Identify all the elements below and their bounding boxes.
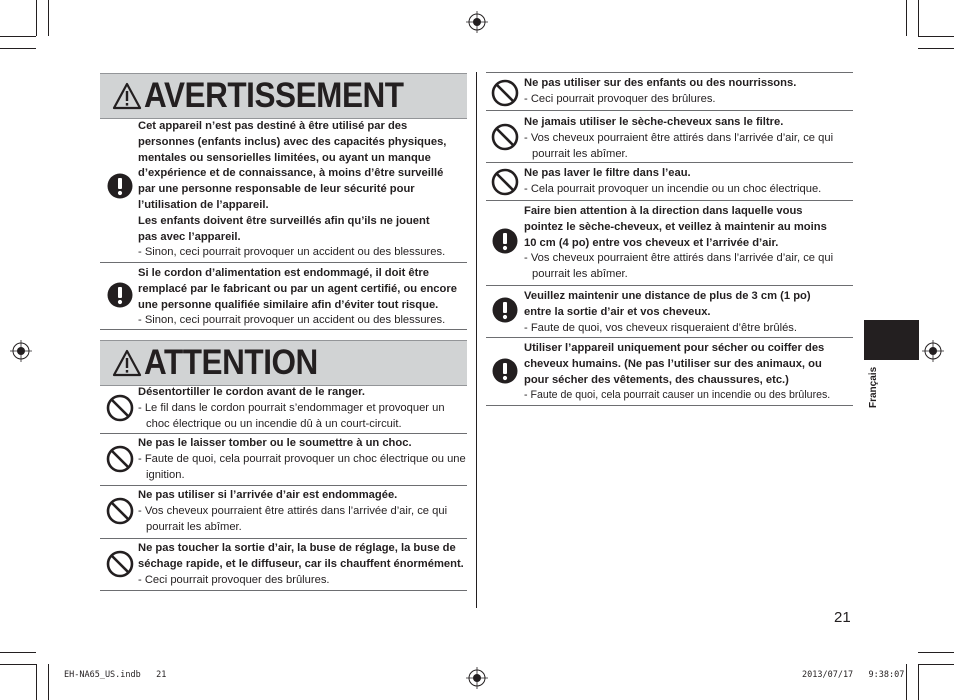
footer-timestamp: 2013/07/17 9:38:07 [802, 670, 905, 680]
warning-bold-line: remplacé par le fabricant ou par un agent certifié, ou encore [138, 282, 457, 295]
caution-note: - Vos cheveux pourraient être attirés dans l’arrivée d’air, ce qui pourrait les abîmer. [524, 131, 834, 160]
exclamation-icon [492, 358, 518, 384]
caution-note: - Vos cheveux pourraient être attirés dans l’arrivée d’air, ce qui pourrait les abîmer. [138, 504, 448, 533]
caution-bold-line: 10 cm (4 po) entre vos cheveux et l’arrivée d’air. [524, 236, 779, 249]
prohibited-icon [491, 79, 519, 107]
column-divider [476, 72, 477, 608]
crop-mark [906, 0, 907, 36]
caution-bold-line: Ne pas laver le filtre dans l’eau. [524, 167, 691, 179]
caution-bold-line: séchage rapide, et le diffuseur, car ils chauffent énormément. [138, 557, 464, 570]
prohibited-icon [491, 168, 519, 196]
caution-bold-line: Désentortiller le cordon avant de le ranger. [138, 386, 365, 398]
caution-item [100, 486, 467, 539]
prohibited-icon [491, 123, 519, 151]
crop-mark [36, 0, 37, 36]
caution-note: - Faute de quoi, cela pourrait causer un incendie ou des brûlures. [524, 389, 831, 402]
caution-bold-line: Ne pas utiliser si l’arrivée d’air est endommagée. [138, 489, 398, 501]
prohibited-icon [106, 550, 134, 578]
caution-item [486, 73, 853, 111]
warning-bold-line: Si le cordon d’alimentation est endommagé, il doit être [138, 267, 429, 279]
caution-note: - Ceci pourrait provoquer des brûlures. [524, 92, 716, 105]
caution-note: - Ceci pourrait provoquer des brûlures. [138, 573, 330, 586]
registration-mark-icon [466, 667, 488, 689]
caution-bold-line: Ne pas le laisser tomber ou le soumettre à un choc. [138, 437, 412, 449]
caution-note: - Faute de quoi, cela pourrait provoquer un choc électrique ou une ignition. [138, 452, 466, 481]
warning-item [100, 117, 467, 263]
caution-bold-line: Utiliser l’appareil uniquement pour sécher ou coiffer des [524, 342, 825, 354]
caution-item [486, 201, 853, 286]
caution-note: - Cela pourrait provoquer un incendie ou un choc électrique. [524, 182, 822, 195]
warning-bold-line: personnes (enfants inclus) avec des capacités physiques, [138, 135, 447, 148]
registration-mark-icon [10, 340, 32, 362]
warning-bold-line: une personne qualifiée similaire afin d’éviter tout risque. [138, 298, 439, 311]
prohibited-icon [106, 497, 134, 525]
caution-bold-line: Faire bien attention à la direction dans laquelle vous [524, 205, 803, 217]
crop-mark [48, 664, 49, 700]
crop-mark [918, 0, 919, 36]
prohibited-icon [106, 394, 134, 422]
caution-bold-line: Ne pas toucher la sortie d’air, la buse de réglage, la buse de [138, 542, 456, 554]
section-tab [864, 320, 919, 360]
crop-mark [0, 36, 36, 37]
exclamation-icon [107, 173, 133, 199]
warning-banner [100, 73, 467, 119]
language-label: Français [868, 366, 879, 408]
caution-bold-line: Veuillez maintenir une distance de plus de 3 cm (1 po) [524, 290, 811, 302]
warning-bold-line: Cet appareil n’est pas destiné à être utilisé par des [138, 120, 408, 132]
caution-note: - Faute de quoi, vos cheveux risqueraient d’être brûlés. [524, 321, 798, 334]
warning-item [100, 263, 467, 330]
crop-mark [918, 664, 954, 665]
warning-bold-line: Les enfants doivent être surveillés afin qu’ils ne jouent [138, 214, 430, 227]
registration-mark-icon [466, 11, 488, 33]
crop-mark [918, 664, 919, 700]
caution-item [486, 338, 853, 406]
warning-bold-line: l’utilisation de l’appareil. [138, 198, 269, 211]
warning-note: - Sinon, ceci pourrait provoquer un accident ou des blessures. [138, 314, 446, 327]
caution-bold-line: Ne pas utiliser sur des enfants ou des nourrissons. [524, 77, 797, 89]
warning-triangle-icon [112, 349, 142, 377]
footer-file-info: EH-NA65_US.indb 21 [64, 670, 167, 680]
warning-triangle-icon [112, 82, 142, 110]
caution-banner [100, 340, 467, 386]
crop-mark [0, 664, 36, 665]
crop-mark [36, 664, 37, 700]
page-number: 21 [834, 609, 851, 626]
exclamation-icon [107, 282, 133, 308]
registration-mark-icon [922, 340, 944, 362]
warning-bold-line: d’expérience et de connaissance, à moins d’être surveillé [138, 167, 444, 180]
warning-bold-line: mentales ou sensorielles limitées, ou ayant un manque [138, 151, 431, 164]
caution-item [486, 111, 853, 163]
caution-bold-line: pour sécher des vêtements, des chaussures, etc.) [524, 373, 789, 386]
warning-bold-line: pas avec l’appareil. [138, 230, 241, 243]
caution-item [486, 286, 853, 338]
crop-mark [0, 652, 36, 653]
caution-item [100, 434, 467, 486]
caution-item [100, 539, 467, 591]
caution-title: ATTENTION [144, 343, 318, 382]
caution-note: - Le fil dans le cordon pourrait s’endommager et provoquer un choc électrique ou un incendie dû à un court-circuit. [138, 401, 445, 430]
caution-note: - Vos cheveux pourraient être attirés dans l’arrivée d’air, ce qui pourrait les abîmer. [524, 252, 834, 281]
caution-item [486, 163, 853, 201]
crop-mark [906, 664, 907, 700]
crop-mark [918, 36, 954, 37]
crop-mark [0, 48, 36, 49]
exclamation-icon [492, 228, 518, 254]
caution-bold-line: pointez le sèche-cheveux, et veillez à maintenir au moins [524, 220, 827, 233]
crop-mark [918, 652, 954, 653]
crop-mark [48, 0, 49, 36]
caution-bold-line: entre la sortie d’air et vos cheveux. [524, 305, 711, 318]
warning-title: AVERTISSEMENT [144, 76, 404, 115]
caution-bold-line: cheveux humains. (Ne pas l’utiliser sur des animaux, ou [524, 357, 822, 370]
exclamation-icon [492, 297, 518, 323]
caution-bold-line: Ne jamais utiliser le sèche-cheveux sans le filtre. [524, 116, 784, 128]
warning-bold-line: par une personne responsable de leur sécurité pour [138, 183, 415, 196]
crop-mark [918, 48, 954, 49]
prohibited-icon [106, 445, 134, 473]
caution-item [100, 384, 467, 434]
warning-note: - Sinon, ceci pourrait provoquer un accident ou des blessures. [138, 246, 446, 259]
